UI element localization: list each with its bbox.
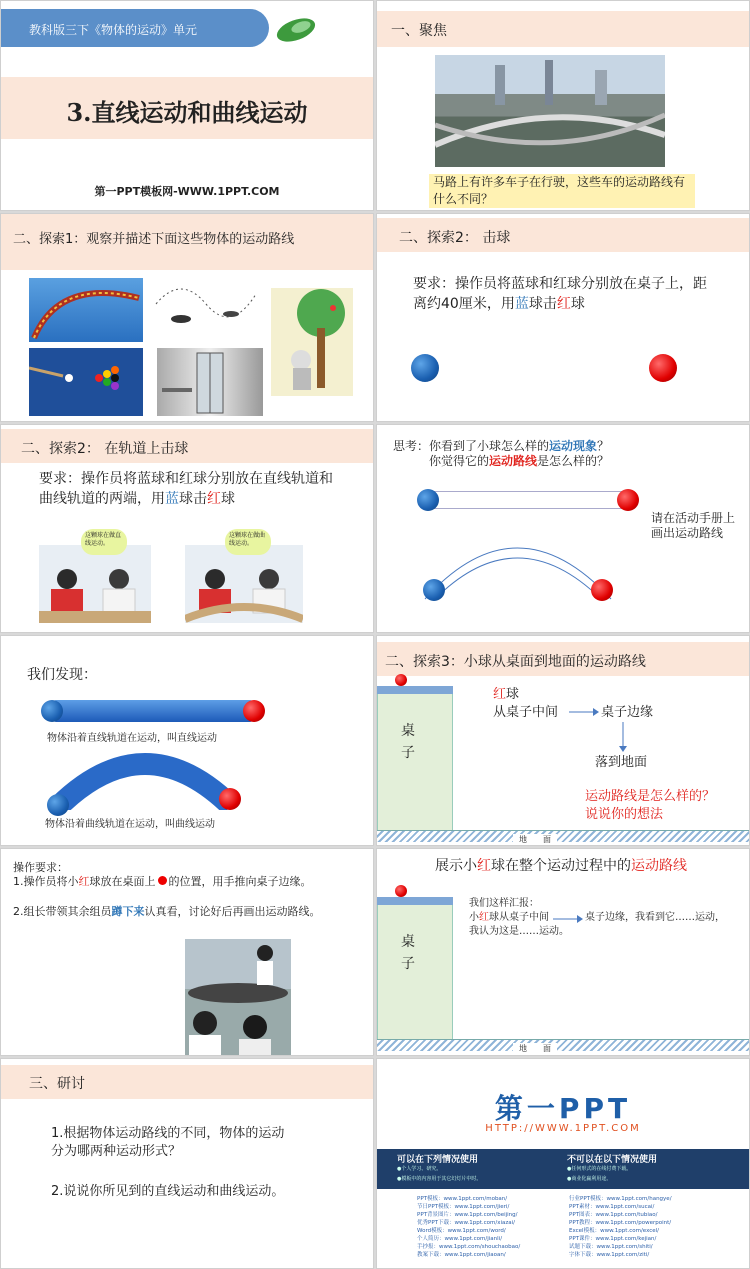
cannot-use-1: ●任何形式的在线付费下载。 <box>567 1166 632 1172</box>
ground-label: 地 面 <box>513 834 557 845</box>
ground <box>377 1039 750 1051</box>
slide-think <box>376 424 750 633</box>
requirement-text: 要求：操作员将蓝球和红球分别放在桌子上，距离约40厘米，用蓝球击红球 <box>413 276 707 312</box>
operation-step-2: 2.组长带领其余组员蹲下来认真看，讨论好后再画出运动路线。 <box>13 905 321 918</box>
links-right <box>569 1195 729 1259</box>
roller-coaster-photo <box>29 278 143 342</box>
blue-ball <box>47 794 69 816</box>
red-ball <box>617 489 639 511</box>
links-left <box>417 1195 567 1259</box>
slide-found <box>0 635 374 846</box>
link-item[interactable]: 教案下载：www.1ppt.com/jiaoan/ <box>417 1252 506 1258</box>
link-item[interactable]: 字体下载：www.1ppt.com/ziti/ <box>569 1252 650 1258</box>
blue-ball <box>417 489 439 511</box>
report-title: 展示小红球在整个运动过程中的运动路线 <box>435 858 687 874</box>
can-use-2: ●模板中的内容用于其它幻灯片中时。 <box>397 1176 482 1182</box>
section-header: 一、聚焦 <box>391 23 447 39</box>
students-curve-photo <box>185 545 303 623</box>
slide-report <box>376 848 750 1056</box>
link-item[interactable]: Word模板：www.1ppt.com/word/ <box>417 1228 506 1234</box>
red-dot-icon <box>158 876 167 885</box>
desk-label: 桌子 <box>401 934 415 972</box>
report-line-1b: 桌子边缘，我看到它……运动， <box>585 912 725 923</box>
leaf-logo-icon <box>271 13 321 47</box>
link-item[interactable]: PPT教程：www.1ppt.com/powerpoint/ <box>569 1220 672 1226</box>
operation-step-1: 1.操作员将小红球放在桌面上 的位置，用手推向桌子边缘。 <box>13 875 312 888</box>
classroom-photo <box>185 939 291 1055</box>
can-use-1: ●个人学习、研究。 <box>397 1166 442 1172</box>
link-item[interactable]: 试题下载：www.1ppt.com/shiti/ <box>569 1244 653 1250</box>
arrow-down-icon <box>617 722 629 752</box>
slide-focus <box>376 0 750 211</box>
prompt-question: 运动路线是怎么样的？ <box>585 789 716 804</box>
billiards-photo <box>29 348 143 416</box>
link-item[interactable]: PPT素材：www.1ppt.com/sucai/ <box>569 1204 655 1210</box>
blue-ball <box>423 579 445 601</box>
link-item[interactable]: PPT背景图片：www.1ppt.com/beijing/ <box>417 1212 518 1218</box>
link-item[interactable]: 节日PPT模板：www.1ppt.com/jieri/ <box>417 1204 510 1210</box>
slide-credits <box>376 1058 750 1269</box>
straight-caption: 物体沿着直线轨道在运动，叫直线运动 <box>47 733 217 744</box>
edge-label: 桌子边缘 <box>601 705 654 720</box>
section-header: 二、探索1：观察并描述下面这些物体的运动路线 <box>13 232 295 247</box>
can-use-title: 可以在下列情况使用 <box>397 1155 479 1165</box>
red-ball <box>219 788 241 810</box>
prompt-question-2: 说说你的想法 <box>585 807 664 822</box>
link-item[interactable]: 手抄报：www.1ppt.com/shouchaobao/ <box>417 1244 521 1250</box>
ball-label: 红球 <box>493 687 520 702</box>
link-item[interactable]: PPT图表：www.1ppt.com/tubiao/ <box>569 1212 658 1218</box>
arrow-right-icon <box>553 914 583 924</box>
note-text: 请在活动手册上画出运动路线 <box>651 511 736 540</box>
logo-text: 第一PPT <box>494 1092 632 1125</box>
section-header: 二、探索2： 在轨道上击球 <box>21 441 189 457</box>
found-heading: 我们发现： <box>27 667 97 683</box>
arrow-right-icon <box>569 706 599 718</box>
link-item[interactable]: Excel模板：www.1ppt.com/excel/ <box>569 1228 660 1234</box>
think-question: 思考：你看到了小球怎么样的运动现象？ <box>393 439 610 453</box>
operation-title: 操作要求： <box>13 861 68 874</box>
straight-track <box>421 491 631 509</box>
slide-explore2-hit <box>376 213 750 422</box>
cannot-use-2: ●商业化赢利用途。 <box>567 1176 612 1182</box>
curved-track <box>417 537 617 607</box>
link-item[interactable]: PPT模板：www.1ppt.com/moban/ <box>417 1196 508 1202</box>
highway-photo <box>435 55 665 167</box>
section-header: 二、探索2： 击球 <box>399 230 511 246</box>
students-straight-photo <box>39 545 151 623</box>
logo-url: HTTP://WWW.1PPT.COM <box>485 1123 641 1134</box>
blue-ball <box>411 354 439 382</box>
report-line-2: 我认为这是……运动。 <box>469 926 569 937</box>
red-ball <box>395 674 407 686</box>
link-item[interactable]: 个人简历：www.1ppt.com/jianli/ <box>417 1236 503 1242</box>
elevator-photo <box>157 348 263 416</box>
slide-title: 3.直线运动和曲线运动 <box>66 98 308 127</box>
from-label: 从桌子中间 <box>493 705 559 720</box>
red-ball <box>243 700 265 722</box>
source-text: 第一PPT模板网-WWW.1PPT.COM <box>94 185 280 198</box>
curved-track <box>45 750 245 810</box>
ground-label: 地 面 <box>513 1043 557 1054</box>
bird-path-photo <box>151 274 263 344</box>
cannot-use-title: 不可以在以下情况使用 <box>567 1155 658 1165</box>
discussion-question-2: 2.说说你所见到的直线运动和曲线运动。 <box>51 1184 285 1199</box>
red-ball <box>591 579 613 601</box>
fall-label: 落到地面 <box>595 755 648 770</box>
desk-top <box>377 897 453 905</box>
report-intro: 我们这样汇报： <box>469 898 539 909</box>
apple-tree-photo <box>271 288 353 396</box>
think-question-2: 你觉得它的运动路线是怎么样的？ <box>429 454 610 468</box>
discussion-question-1: 1.根据物体运动路线的不同，物体的运动分为哪两种运动形式？ <box>51 1126 285 1159</box>
section-header: 二、探索3：小球从桌面到地面的运动路线 <box>385 654 646 670</box>
slide-explore1 <box>0 213 374 422</box>
straight-track <box>53 700 253 722</box>
link-item[interactable]: 行业PPT模板：www.1ppt.com/hangye/ <box>569 1196 672 1202</box>
blue-ball <box>41 700 63 722</box>
slide-explore2-track <box>0 424 374 633</box>
unit-banner: 教科版三下《物体的运动》单元 <box>29 23 198 37</box>
red-ball <box>395 885 407 897</box>
ground <box>377 830 750 842</box>
slide-cover <box>0 0 374 211</box>
section-header: 三、研讨 <box>29 1076 85 1092</box>
link-item[interactable]: PPT课件：www.1ppt.com/kejian/ <box>569 1236 657 1242</box>
curve-caption: 物体沿着曲线轨道在运动，叫曲线运动 <box>45 819 215 830</box>
speech-bubble-text: 这颗球在做直线运动。 <box>85 532 122 547</box>
red-ball <box>649 354 677 382</box>
link-item[interactable]: 优秀PPT下载：www.1ppt.com/xiazai/ <box>417 1220 516 1226</box>
desk-label: 桌子 <box>401 723 415 761</box>
slide-operation <box>0 848 374 1056</box>
slide-explore3 <box>376 635 750 846</box>
slide-discuss <box>0 1058 374 1269</box>
report-line-1: 小红球从桌子中间 <box>469 912 549 923</box>
speech-bubble-text: 这颗球在做曲线运动。 <box>229 532 266 547</box>
question-text: 马路上有许多车子在行驶，这些车的运动路线有什么不同？ <box>433 175 686 206</box>
requirement-text: 要求：操作员将蓝球和红球分别放在直线轨道和曲线轨道的两端，用蓝球击红球 <box>39 471 333 507</box>
desk-top <box>377 686 453 694</box>
